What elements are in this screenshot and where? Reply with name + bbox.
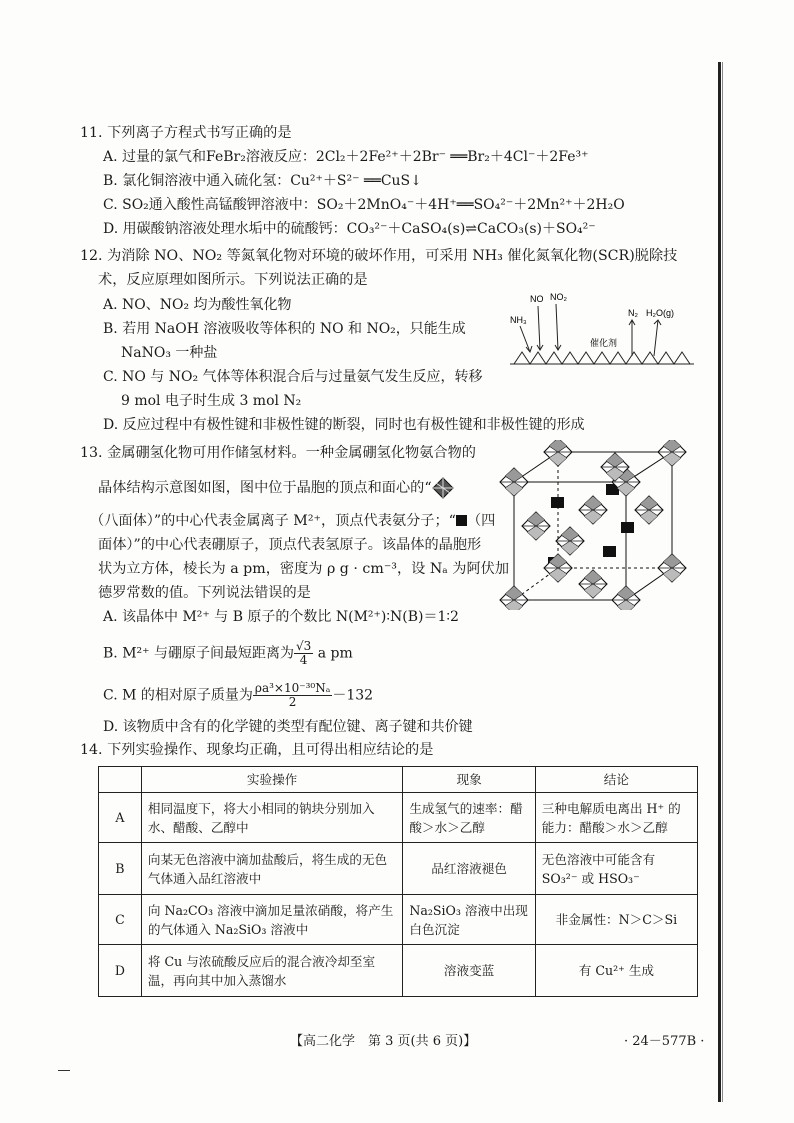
- row-key: B: [99, 843, 142, 895]
- q13-option-b-fraction: [294, 640, 313, 667]
- q13-option-b-post: a pm: [317, 645, 353, 662]
- q13-stem-line3-tail: （四: [466, 513, 496, 529]
- row-operation: 将 Cu 与浓硫酸反应后的混合液冷却至室温，再向其中加入蒸馏水: [141, 945, 402, 997]
- footer-page-label: 【高二化学 第 3 页(共 6 页)】: [290, 1034, 477, 1049]
- q13-stem-line2-text: 晶体结构示意图如图，图中位于晶胞的顶点和面心的“: [98, 480, 432, 496]
- h2o-label: H₂O(g): [646, 308, 674, 318]
- q13-stem-line1: 13. 金属硼氢化物可用作储氢材料。一种金属硼氢化物氨合物的: [80, 445, 476, 461]
- q11-option-d: D. 用碳酸钠溶液处理水垢中的硫酸钙：CO₃²⁻＋CaSO₄(s)⇌CaCO₃(s)＋SO₄²⁻: [103, 221, 596, 237]
- row-conclusion: 有 Cu²⁺ 生成: [535, 945, 697, 997]
- row-conclusion: 无色溶液中可能含有 SO₃²⁻ 或 HSO₃⁻: [535, 843, 697, 895]
- q12-option-a: A. NO、NO₂ 均为酸性氧化物: [103, 297, 292, 313]
- q12-option-b-line2: NaNO₃ 一种盐: [121, 345, 218, 361]
- reactant-arrows: [520, 304, 561, 352]
- row-key: D: [99, 945, 142, 997]
- header-phenomenon: 现象: [403, 767, 535, 793]
- q13-stem-line6: 德罗常数的值。下列说法错误的是: [98, 585, 311, 601]
- no-label: NO: [530, 294, 544, 304]
- scr-reaction-diagram: [508, 290, 694, 376]
- q13-stem-line3: [90, 510, 495, 532]
- row-phenomenon: 溶液变蓝: [403, 945, 535, 997]
- q13-stem-line3-text: （八面体）”的中心代表金属离子 M²⁺，顶点代表氨分子；“: [90, 513, 456, 529]
- octahedron-icon: [432, 477, 454, 499]
- row-operation: 向某无色溶液中滴加盐酸后，将生成的无色气体通入品红溶液中: [141, 843, 402, 895]
- octahedron-units: [500, 440, 686, 610]
- no2-label: NO₂: [550, 292, 567, 302]
- q13-option-c: [103, 682, 373, 709]
- q13-option-b-num: √3: [295, 639, 312, 653]
- header-conclusion: 结论: [535, 767, 697, 793]
- q13-option-b-pre: B. M²⁺ 与硼原子间最短距离为: [103, 645, 294, 662]
- header-key: [99, 767, 142, 793]
- row-conclusion: 非金属性：N＞C＞Si: [535, 895, 697, 945]
- scan-edge-line: [718, 62, 721, 1102]
- row-operation: 相同温度下，将大小相同的钠块分别加入水、醋酸、乙醇中: [141, 793, 402, 843]
- row-phenomenon: 品红溶液褪色: [403, 843, 535, 895]
- row-conclusion: 三种电解质电离出 H⁺ 的能力：醋酸＞水＞乙醇: [535, 793, 697, 843]
- nh3-label: NH₃: [510, 315, 527, 325]
- q12-option-d: D. 反应过程中有极性键和非极性键的断裂，同时也有极性键和非极性键的形成: [103, 417, 585, 433]
- q12-option-b-line1: B. 若用 NaOH 溶液吸收等体积的 NO 和 NO₂，只能生成: [103, 321, 466, 337]
- row-phenomenon: Na₂SiO₃ 溶液中出现白色沉淀: [403, 895, 535, 945]
- q13-option-b: [103, 640, 353, 667]
- q12-stem-line1: 12. 为消除 NO、NO₂ 等氮氧化物对环境的破坏作用，可采用 NH₃ 催化氮氧化物(SCR)脱除技: [80, 248, 678, 264]
- product-arrows: [629, 320, 661, 356]
- table-row: [99, 945, 698, 997]
- crystal-structure-figure: [496, 440, 696, 610]
- experiment-table: [98, 766, 698, 997]
- catalyst-label: 催化剂: [590, 338, 618, 348]
- q11-option-a: A. 过量的氯气和FeBr₂溶液反应：2Cl₂＋2Fe²⁺＋2Br⁻ ══Br₂＋4Cl⁻＋2Fe³⁺: [103, 149, 589, 165]
- q13-option-a: A. 该晶体中 M²⁺ 与 B 原子的个数比 N(M²⁺)∶N(B)＝1∶2: [103, 609, 459, 625]
- tetrahedron-icon: [456, 515, 467, 526]
- q11-stem: 11. 下列离子方程式书写正确的是: [80, 125, 292, 141]
- q14-stem: 14. 下列实验操作、现象均正确，且可得出相应结论的是: [80, 742, 434, 758]
- q13-stem-line2: [98, 477, 454, 499]
- header-operation: 实验操作: [141, 767, 402, 793]
- q13-option-d: D. 该物质中含有的化学键的类型有配位键、离子键和共价键: [103, 719, 473, 735]
- tetrahedron-units: [548, 484, 634, 568]
- q13-option-b-den: 4: [299, 653, 308, 667]
- q13-option-c-fraction: [253, 682, 332, 709]
- row-key: A: [99, 793, 142, 843]
- q12-option-c-line1: C. NO 与 NO₂ 气体等体积混合后与过量氨气发生反应，转移: [103, 369, 483, 385]
- q13-option-c-post: －132: [332, 687, 374, 704]
- q13-option-c-pre: C. M 的相对原子质量为: [103, 687, 253, 704]
- row-key: C: [99, 895, 142, 945]
- table-header-row: [99, 767, 698, 793]
- q13-stem-line5: 状为立方体，棱长为 a pm，密度为 ρ g · cm⁻³，设 Nₐ 为阿伏加: [98, 561, 510, 577]
- table-row: [99, 793, 698, 843]
- q13-option-c-num: ρa³×10⁻³⁰Nₐ: [254, 681, 331, 695]
- table-row: [99, 895, 698, 945]
- q13-stem-line4: 面体）”的中心代表硼原子，顶点代表氢原子。该晶体的晶胞形: [98, 537, 482, 553]
- table-row: [99, 843, 698, 895]
- n2-label: N₂: [628, 308, 638, 318]
- row-operation: 向 Na₂CO₃ 溶液中滴加足量浓硝酸，将产生的气体通入 Na₂SiO₃ 溶液中: [141, 895, 402, 945]
- row-phenomenon: 生成氢气的速率：醋酸＞水＞乙醇: [403, 793, 535, 843]
- scan-edge-line-thin: [722, 62, 723, 1102]
- q13-option-c-den: 2: [288, 695, 297, 709]
- q12-stem-line2: 术，反应原理如图所示。下列说法正确的是: [98, 272, 368, 288]
- q11-option-c: C. SO₂通入酸性高锰酸钾溶液中：SO₂＋2MnO₄⁻＋4H⁺══SO₄²⁻＋2Mn²⁺＋2H₂O: [103, 197, 625, 213]
- footer-exam-code: · 24－577B ·: [624, 1034, 705, 1049]
- scan-mark: [58, 1070, 70, 1071]
- q11-option-b: B. 氯化铜溶液中通入硫化氢：Cu²⁺＋S²⁻ ══CuS↓: [103, 173, 422, 189]
- catalyst-surface: [510, 352, 694, 364]
- q12-option-c-line2: 9 mol 电子时生成 3 mol N₂: [121, 393, 302, 409]
